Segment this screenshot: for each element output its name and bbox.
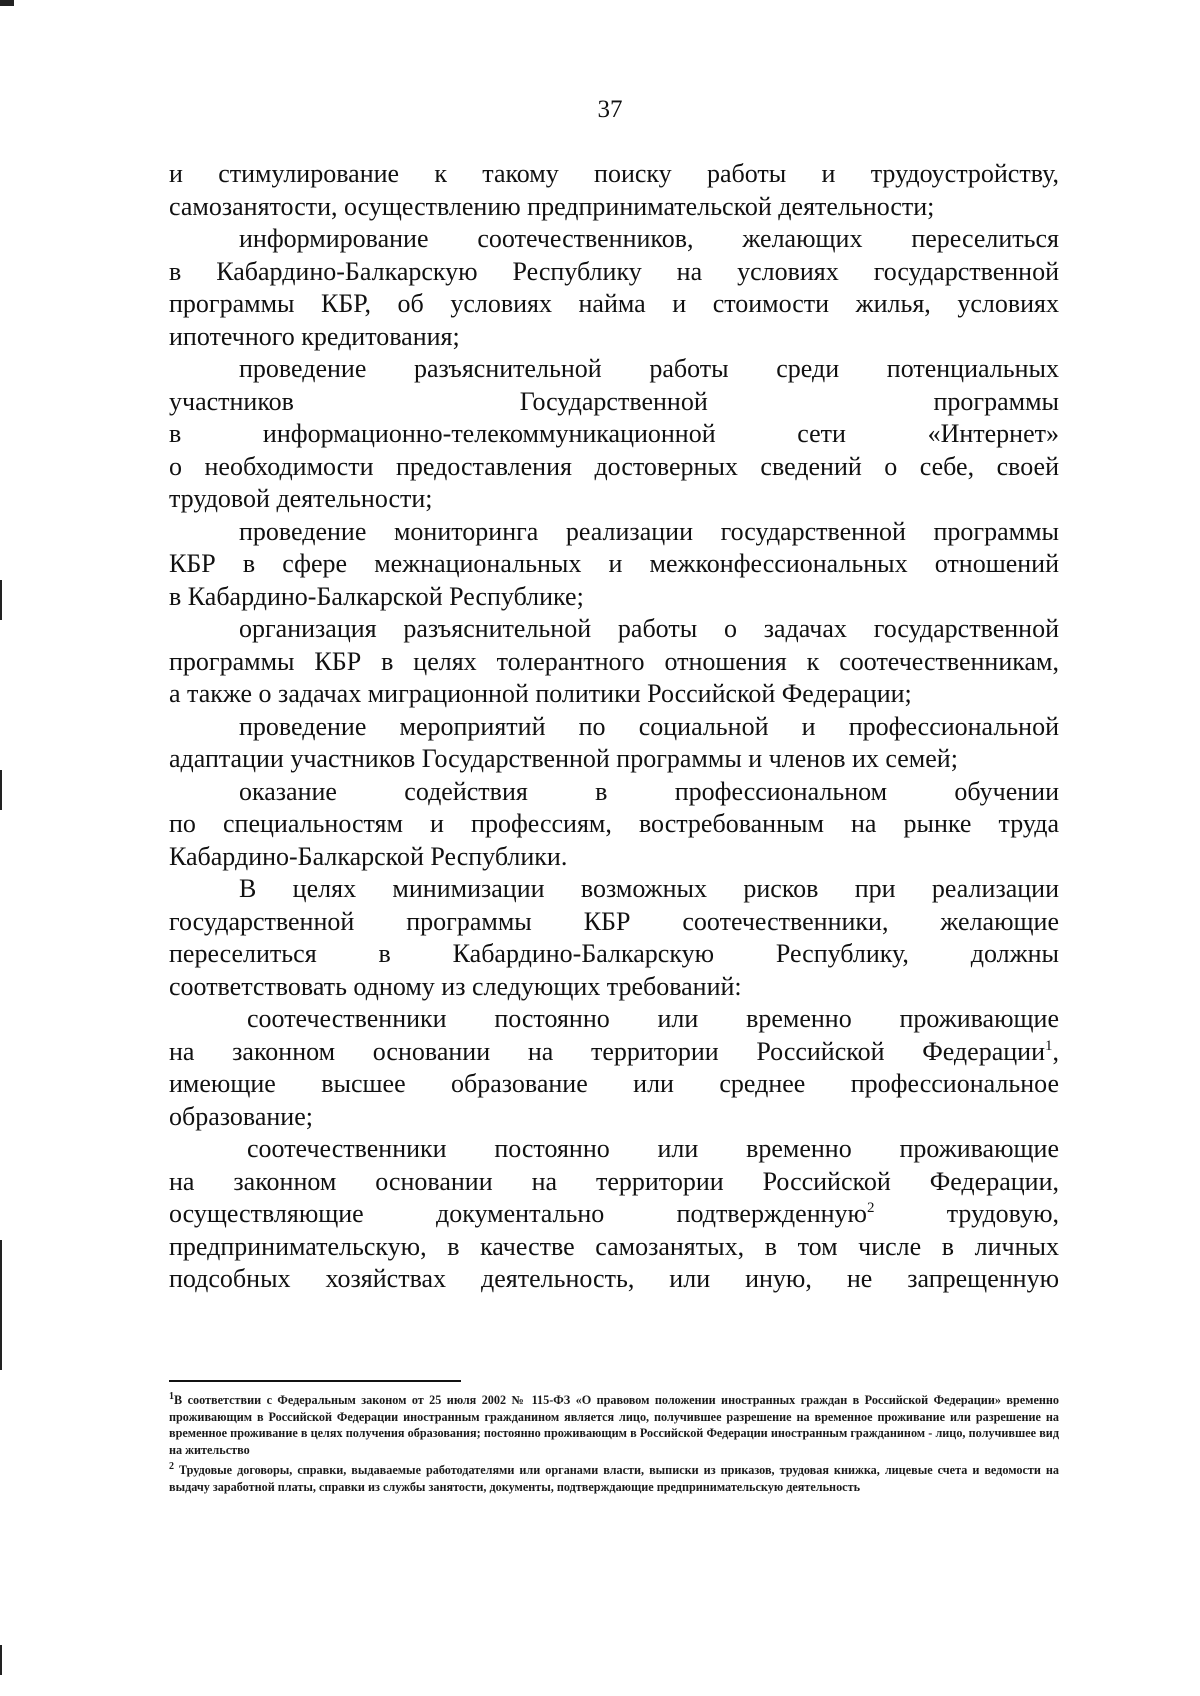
text-line: имеющие высшее образование или среднее профессиональное (169, 1069, 1059, 1098)
paragraph (169, 776, 1059, 874)
text-line: проведение разъяснительной работы среди потенциальных (239, 354, 1059, 383)
text-line: участников Государственной программы (169, 386, 1059, 416)
text-line: подсобных хозяйствах деятельность, или иную, не запрещенную (169, 1264, 1059, 1293)
text-line: на законном основании на территории Российской Федерации, (169, 1166, 1059, 1196)
text-line: переселиться в Кабардино-Балкарскую Республику, должны (169, 939, 1059, 968)
text-line: проведение мониторинга реализации государственной программы (239, 516, 1059, 546)
text-line: государственной программы КБР соотечественники, желающие (169, 906, 1059, 936)
text-line: адаптации участников Государственной программы и членов их семей; (169, 744, 958, 773)
text-line: о необходимости предоставления достоверных сведений о себе, своей (169, 451, 1059, 481)
text-line: в Кабардино-Балкарской Республике; (169, 581, 584, 611)
paragraph (169, 353, 1059, 516)
text-line: В целях минимизации возможных рисков при реализации (239, 874, 1059, 903)
text-line: образование; (169, 1101, 313, 1131)
footnote-separator (169, 1380, 461, 1382)
text-fragment: трудовую, (946, 1199, 1059, 1228)
paragraph (169, 158, 1059, 223)
footnote (169, 1462, 1059, 1495)
scan-artifact (0, 1240, 2, 1370)
footnote-text: В соответствии с Федеральным законом от 25 июля 2002 № 115-ФЗ «О правовом положении иностранных граждан в Российской Федерации» временно проживающим в Российской Федерации иностранным гражданином является лицо, получившее разрешение на временное проживание или разрешение на временное проживание в целях получения образования; постоянно проживающим в Российской Федерации иностранным гражданином - лицо, получившее вид на жительство (169, 1393, 1059, 1457)
text-line: соответствовать одному из следующих требований: (169, 971, 742, 1001)
footnotes (169, 1392, 1059, 1495)
text-line: КБР в сфере межнациональных и межконфессиональных отношений (169, 549, 1059, 578)
footnote-text: Трудовые договоры, справки, выдаваемые работодателями или органами власти, выписки из приказов, трудовая книжка, лицевые счета и ведомости на выдачу заработной платы, справки из службы занятости, документы, подтверждающие предпринимательскую деятельность (169, 1463, 1059, 1494)
text-fragment: осуществляющие документально подтвержденную (169, 1199, 867, 1228)
scan-artifact (0, 0, 14, 6)
paragraph (169, 516, 1059, 614)
text-fragment: на законном основании на территории Российской Федерации (169, 1036, 1045, 1066)
footnote (169, 1392, 1059, 1458)
text-line: Кабардино-Балкарской Республики. (169, 841, 568, 871)
text-line: самозанятости, осуществлению предпринимательской деятельности; (169, 191, 935, 221)
text-line: соотечественники постоянно или временно проживающие (247, 1004, 1059, 1033)
page-number: 37 (597, 96, 623, 123)
text-line: программы КБР в целях толерантного отношения к соотечественникам, (169, 646, 1059, 676)
scan-artifact (0, 770, 2, 810)
scan-artifact (0, 580, 2, 620)
text-line: организация разъяснительной работы о задачах государственной (239, 614, 1059, 643)
text-line: на законном основании на территории Российской Федерации$^1$, (169, 1036, 1059, 1066)
text-line: программы КБР, об условиях найма и стоимости жилья, условиях (169, 289, 1059, 318)
paragraph (169, 1003, 1059, 1133)
footnote-marker: 1 (169, 1391, 174, 1402)
body-text (169, 158, 1059, 1296)
paragraph (169, 613, 1059, 711)
text-line: трудовой деятельности; (169, 484, 433, 513)
text-line: и стимулирование к такому поиску работы и трудоустройству, (169, 159, 1059, 188)
text-line: в информационно-телекоммуникационной сети «Интернет» (169, 419, 1059, 448)
paragraph (169, 223, 1059, 353)
paragraph (169, 711, 1059, 776)
text-line: оказание содействия в профессиональном обучении (239, 776, 1059, 806)
paragraph (169, 1133, 1059, 1296)
footnote-marker: 2 (169, 1461, 174, 1472)
text-line: по специальностям и профессиям, востребованным на рынке труда (169, 809, 1059, 838)
text-line: а также о задачах миграционной политики Российской Федерации; (169, 679, 912, 708)
text-line: ипотечного кредитования; (169, 321, 460, 351)
footnote-ref: 2 (866, 1200, 875, 1216)
text-line: проведение мероприятий по социальной и профессиональной (239, 711, 1059, 741)
text-line: соотечественники постоянно или временно проживающие (247, 1134, 1059, 1163)
text-line: информирование соотечественников, желающих переселиться (239, 224, 1059, 253)
footnote-ref: 1 (1045, 1037, 1053, 1054)
scan-artifact (0, 1645, 2, 1675)
text-line: предпринимательскую, в качестве самозанятых, в том числе в личных (169, 1231, 1059, 1261)
text-line (169, 1198, 1059, 1231)
paragraph (169, 873, 1059, 1003)
text-line: в Кабардино-Балкарскую Республику на условиях государственной (169, 256, 1059, 286)
